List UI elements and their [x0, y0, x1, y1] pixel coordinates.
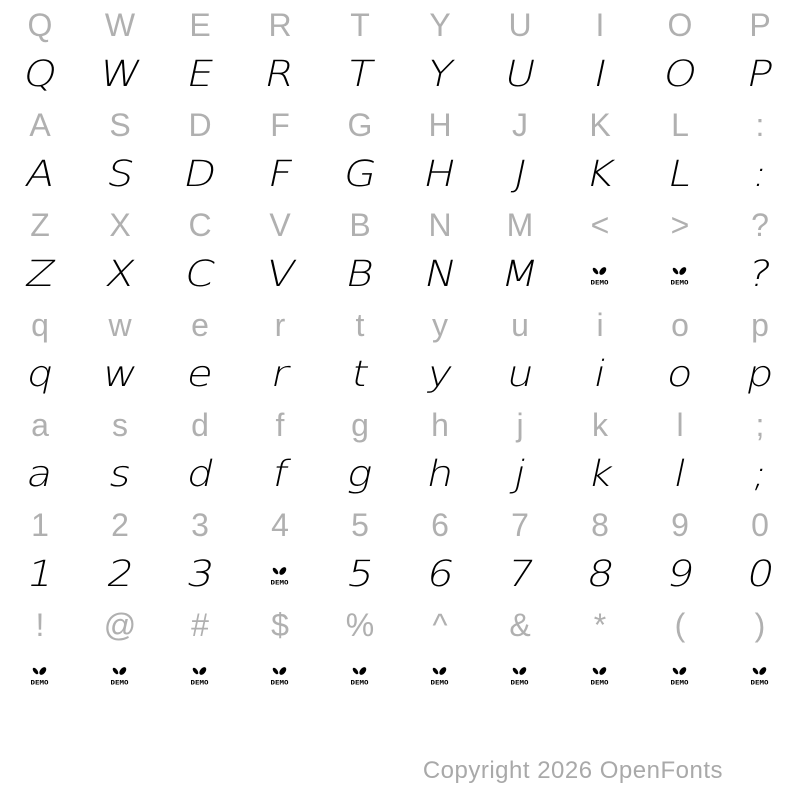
svg-text:DEMO: DEMO	[110, 678, 129, 686]
glyph-row	[0, 450, 800, 500]
char-label: *	[593, 607, 607, 643]
font-glyph: S	[102, 154, 138, 195]
char-label: h	[431, 407, 449, 443]
font-glyph: 1	[22, 554, 58, 595]
demo-glyph-cell	[560, 650, 640, 700]
char-label: r	[274, 307, 286, 343]
font-glyph: a	[23, 454, 58, 495]
demo-sprout-icon	[348, 665, 372, 686]
char-label: 4	[271, 507, 289, 543]
char-label: N	[428, 207, 452, 243]
char-label: W	[104, 7, 136, 43]
font-glyph: 5	[342, 554, 378, 595]
font-glyph: q	[22, 354, 58, 395]
label-row	[0, 500, 800, 550]
demo-glyph-badge	[268, 665, 292, 686]
font-glyph: L	[664, 154, 696, 195]
svg-text:DEMO: DEMO	[30, 678, 49, 686]
font-glyph: 0	[742, 554, 778, 595]
demo-sprout-icon	[668, 665, 692, 686]
glyph-row	[0, 650, 800, 700]
char-label: R	[268, 7, 292, 43]
demo-sprout-icon	[268, 665, 292, 686]
font-glyph: Z	[21, 254, 59, 295]
font-glyph: R	[261, 54, 299, 95]
demo-glyph-cell	[720, 650, 800, 700]
char-label: 5	[351, 507, 369, 543]
demo-sprout-icon	[188, 665, 212, 686]
char-label: U	[508, 7, 532, 43]
demo-glyph-cell	[80, 650, 160, 700]
demo-glyph-badge	[188, 665, 212, 686]
label-row	[0, 300, 800, 350]
font-glyph: 6	[422, 554, 458, 595]
char-label: ?	[751, 207, 769, 243]
label-row	[0, 0, 800, 50]
svg-text:DEMO: DEMO	[590, 278, 609, 286]
char-label: G	[347, 107, 373, 143]
font-glyph: h	[422, 454, 458, 495]
char-label: w	[108, 307, 132, 343]
char-label: E	[189, 7, 211, 43]
demo-glyph-cell	[320, 650, 400, 700]
font-glyph: O	[659, 54, 701, 95]
font-glyph: 7	[502, 554, 538, 595]
demo-glyph-badge	[108, 665, 132, 686]
char-label: #	[191, 607, 209, 643]
demo-glyph-badge	[588, 665, 612, 686]
char-label: ^	[432, 607, 448, 643]
char-label: &	[509, 607, 531, 643]
char-label: Q	[27, 7, 53, 43]
label-row	[0, 200, 800, 250]
demo-sprout-icon	[588, 265, 612, 286]
char-label: 0	[751, 507, 769, 543]
font-glyph: j	[509, 454, 531, 495]
svg-text:DEMO: DEMO	[670, 678, 689, 686]
font-glyph: 8	[582, 554, 618, 595]
char-label: A	[29, 107, 51, 143]
char-label: (	[674, 607, 686, 643]
demo-glyph-cell	[560, 250, 640, 300]
demo-glyph-badge	[28, 665, 52, 686]
char-label: t	[355, 307, 365, 343]
font-glyph: l	[669, 454, 691, 495]
char-label: u	[511, 307, 529, 343]
demo-glyph-badge	[348, 665, 372, 686]
char-label: g	[351, 407, 369, 443]
char-label: 9	[671, 507, 689, 543]
char-label: ;	[755, 407, 765, 443]
char-label: C	[188, 207, 212, 243]
svg-text:DEMO: DEMO	[430, 678, 449, 686]
demo-sprout-icon	[28, 665, 52, 686]
label-row	[0, 100, 800, 150]
font-glyph: :	[748, 154, 772, 195]
char-label: y	[432, 307, 448, 343]
demo-glyph-badge	[428, 665, 452, 686]
char-label: !	[35, 607, 45, 643]
copyright-notice: Copyright 2026 OpenFonts	[422, 757, 723, 784]
char-label: p	[751, 307, 769, 343]
font-glyph: ?	[744, 254, 776, 295]
font-glyph: M	[497, 254, 543, 295]
demo-sprout-icon	[748, 665, 772, 686]
font-glyph: J	[509, 154, 531, 195]
svg-text:DEMO: DEMO	[350, 678, 369, 686]
char-label: %	[345, 607, 375, 643]
demo-glyph-badge	[268, 565, 292, 586]
demo-glyph-cell	[160, 650, 240, 700]
demo-glyph-badge	[668, 265, 692, 286]
font-glyph: i	[589, 354, 611, 395]
char-label: 6	[431, 507, 449, 543]
char-label: D	[188, 107, 212, 143]
demo-glyph-cell	[0, 650, 80, 700]
font-glyph: e	[183, 354, 218, 395]
font-glyph: X	[101, 254, 139, 295]
char-label: T	[350, 7, 370, 43]
char-label: d	[191, 407, 209, 443]
font-glyph: t	[347, 354, 373, 395]
font-glyph: d	[182, 454, 218, 495]
char-label: >	[670, 207, 690, 243]
demo-glyph-badge	[748, 665, 772, 686]
char-label: Y	[429, 7, 451, 43]
char-label: S	[109, 107, 131, 143]
char-label: j	[516, 407, 524, 443]
char-label: k	[592, 407, 608, 443]
char-label: s	[112, 407, 128, 443]
char-label: i	[596, 307, 604, 343]
font-glyph: B	[342, 254, 379, 295]
font-glyph: V	[261, 254, 299, 295]
char-label: 8	[591, 507, 609, 543]
font-glyph: u	[502, 354, 538, 395]
font-glyph: r	[267, 354, 293, 395]
font-glyph: W	[95, 54, 145, 95]
char-label: V	[269, 207, 291, 243]
char-label: K	[589, 107, 611, 143]
glyph-row	[0, 350, 800, 400]
svg-text:DEMO: DEMO	[750, 678, 769, 686]
font-glyph: G	[339, 154, 381, 195]
font-glyph: H	[420, 154, 461, 195]
font-glyph: E	[182, 54, 218, 95]
svg-text:DEMO: DEMO	[670, 278, 689, 286]
font-glyph: I	[589, 54, 611, 95]
char-label: f	[275, 407, 285, 443]
demo-sprout-icon	[588, 665, 612, 686]
char-label: B	[349, 207, 371, 243]
demo-glyph-cell	[480, 650, 560, 700]
label-row	[0, 400, 800, 450]
font-glyph: C	[181, 254, 219, 295]
font-glyph: p	[742, 354, 778, 395]
glyph-row	[0, 50, 800, 100]
char-label: I	[595, 7, 605, 43]
char-label: l	[676, 407, 684, 443]
font-glyph: 2	[102, 554, 138, 595]
demo-glyph-cell	[400, 650, 480, 700]
char-label: J	[512, 107, 528, 143]
demo-glyph-cell	[240, 650, 320, 700]
font-glyph: A	[21, 154, 59, 195]
glyph-row	[0, 150, 800, 200]
char-label: 7	[511, 507, 529, 543]
char-label: L	[671, 107, 689, 143]
svg-text:DEMO: DEMO	[510, 678, 529, 686]
label-row	[0, 600, 800, 650]
font-glyph: f	[268, 454, 292, 495]
demo-glyph-badge	[508, 665, 532, 686]
font-glyph: s	[104, 454, 136, 495]
font-glyph: w	[98, 354, 142, 395]
char-label: a	[31, 407, 49, 443]
char-label: H	[428, 107, 452, 143]
demo-glyph-cell	[240, 550, 320, 600]
demo-glyph-cell	[640, 250, 720, 300]
char-label: F	[270, 107, 290, 143]
demo-sprout-icon	[508, 665, 532, 686]
font-glyph: Y	[423, 54, 458, 95]
svg-text:DEMO: DEMO	[190, 678, 209, 686]
demo-sprout-icon	[428, 665, 452, 686]
char-label: q	[31, 307, 49, 343]
font-glyph: y	[423, 354, 457, 395]
glyph-row	[0, 550, 800, 600]
font-glyph: Q	[19, 54, 61, 95]
char-label: Z	[30, 207, 50, 243]
font-glyph: o	[663, 354, 698, 395]
glyph-row	[0, 250, 800, 300]
font-glyph: K	[582, 154, 619, 195]
font-glyph: 3	[182, 554, 218, 595]
char-label: @	[103, 607, 137, 643]
char-label: :	[755, 107, 765, 143]
char-label: e	[191, 307, 209, 343]
font-glyph: 9	[662, 554, 698, 595]
char-label: <	[590, 207, 610, 243]
demo-sprout-icon	[268, 565, 292, 586]
char-label: 2	[111, 507, 129, 543]
char-label: M	[506, 207, 534, 243]
svg-text:DEMO: DEMO	[590, 678, 609, 686]
char-label: 3	[191, 507, 209, 543]
demo-sprout-icon	[668, 265, 692, 286]
svg-text:DEMO: DEMO	[270, 578, 289, 586]
font-glyph: g	[343, 454, 377, 495]
font-glyph: ;	[748, 454, 772, 495]
font-glyph: T	[343, 54, 378, 95]
svg-text:DEMO: DEMO	[270, 678, 289, 686]
char-label: O	[667, 7, 693, 43]
char-label: $	[271, 607, 289, 643]
font-glyph: N	[420, 254, 460, 295]
font-glyph: D	[179, 154, 221, 195]
demo-glyph-cell	[640, 650, 720, 700]
char-label: P	[749, 7, 771, 43]
char-label: 1	[31, 507, 49, 543]
font-glyph: P	[743, 54, 777, 95]
char-label: )	[754, 607, 766, 643]
font-glyph: k	[583, 454, 617, 495]
font-glyph: U	[500, 54, 540, 95]
demo-glyph-badge	[668, 665, 692, 686]
demo-sprout-icon	[108, 665, 132, 686]
char-label: X	[109, 207, 131, 243]
char-label: o	[671, 307, 689, 343]
demo-glyph-badge	[588, 265, 612, 286]
font-glyph: F	[263, 154, 297, 195]
